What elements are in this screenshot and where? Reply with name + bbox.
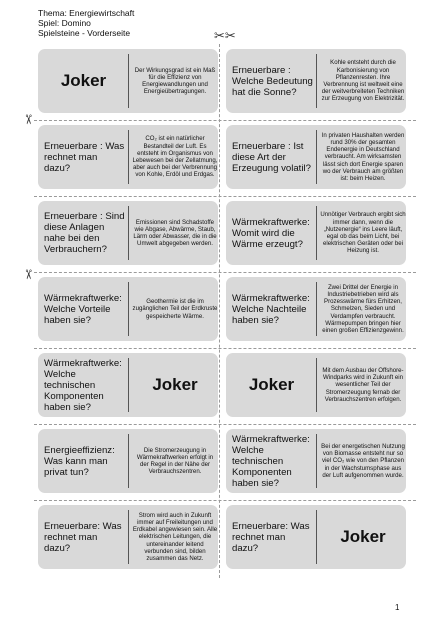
tile-divider [128,282,129,336]
scissors-icon: ✂✂ [214,29,236,44]
answer-text: In privaten Haushalten werden rund 30% der gesamten Endenergie in Deutschland verbraucht. Am wirksamsten lässt sich dort Energie sparen wo der Verbrauch am größten ist: beim Heizen. [321,131,405,182]
tile-half-left [229,508,314,566]
answer-text: Geothermie ist die im zugänglichen Teil der Erdkruste gespeicherte Wärme. [132,298,218,320]
scissors-icon: ✂ [19,269,35,280]
domino-card [224,426,408,496]
tile-half-left [41,432,126,490]
tile-divider [316,282,317,336]
domino-tile [226,277,406,341]
question-text: Energieeffizienz: Was kann man privat tun? [44,444,115,478]
question-text: Erneuerbare: Was rechnet man dazu? [44,520,122,554]
domino-tile [38,353,218,417]
tile-half-right [131,280,219,338]
answer-text: Kohle entsteht durch die Karbonisierung von Pflanzenresten. Ihre Verbrennung ist weltweit eine der weitverbreiteten Techniken zur Erzeugung von Elektrizität. [321,59,405,103]
domino-card [36,502,220,572]
tile-half-right [131,356,219,414]
domino-card [36,426,220,496]
tile-half-right [131,128,219,186]
question-text: Wärmekraftwerke: Welche technischen Komponenten haben sie? [232,433,310,489]
cut-guide-horizontal [34,348,416,349]
answer-text: Zwei Drittel der Energie in Industriebetrieben wird als Prozesswärme fürs Erhitzen, Schmelzen, Sieden und Verdampfen verbraucht. Wärmepumpen bringen hier einen großen Effizienzgewinn. [322,283,404,334]
domino-card [224,502,408,572]
tile-half-left [41,280,126,338]
tile-half-right [319,204,407,262]
tile-half-right [319,280,407,338]
joker-label: Joker [340,527,386,546]
tile-half-right [131,432,219,490]
tile-half-right [131,508,219,566]
tile-half-left [229,204,314,262]
domino-card [224,46,408,116]
tile-half-right [131,204,219,262]
domino-card [36,350,220,420]
domino-tile [226,125,406,189]
domino-card [224,198,408,268]
cut-guide-horizontal [34,272,416,273]
question-text: Erneuerbare : Sind diese Anlagen nahe bei den Verbrauchern? [44,211,125,255]
domino-card [36,122,220,192]
tile-divider [316,130,317,184]
answer-text: Emissionen sind Schadstoffe wie Abgase, Abwärme, Staub, Lärm oder Abwasser, die in die Umwelt abgegeben werden. [133,218,217,248]
domino-tile [38,125,218,189]
answer-text: Strom wird auch in Zukunft immer auf Freileitungen und Erdkabel angewiesen sein. Alle elektrischen Leitungen, die untereinander leitend verbunden sind, bilden zusammen das Netz. [132,511,218,562]
domino-tile [226,201,406,265]
tile-divider [128,206,129,260]
domino-tile [226,353,406,417]
tile-half-left [229,356,314,414]
domino-tile [38,429,218,493]
question-text: Erneuerbare : Ist diese Art der Erzeugung volatil? [232,140,311,174]
cut-guide-horizontal [34,500,416,501]
tile-half-left [229,432,314,490]
domino-tile [38,201,218,265]
tile-divider [316,358,317,412]
answer-text: Bei der energetischen Nutzung von Biomasse entsteht nur so viel CO₂ wie von den Pflanzen in der Wachstumsphase aus der Luft aufgenommen wurde. [321,442,405,479]
tile-divider [128,358,129,412]
domino-tile [226,505,406,569]
sheet-line: Spielsteine - Vorderseite [38,28,131,38]
domino-card [224,122,408,192]
cut-guide-horizontal [34,196,416,197]
joker-label: Joker [248,375,295,394]
domino-tile [38,49,218,113]
domino-tile [226,49,406,113]
tile-half-left [229,128,314,186]
domino-card [36,198,220,268]
question-text: Wärmekraftwerke: Welche Nachteile haben sie? [232,292,310,326]
tile-divider [128,510,129,564]
question-text: Erneuerbare : Was rechnet man dazu? [44,140,125,174]
joker-label: Joker [152,375,198,394]
joker-label: Joker [60,71,107,90]
tile-half-right [131,52,219,110]
question-text: Wärmekraftwerke: Welche technischen Komponenten haben sie? [44,357,122,413]
answer-text: Mit dem Ausbau der Offshore-Windparks wird in Zukunft ein wesentlicher Teil der Stromerzeugung fernab der Verbrauchszentren erfolgen. [322,366,404,403]
cut-guide-horizontal [34,120,416,121]
answer-text: CO₂ ist ein natürlicher Bestandteil der Luft. Es entsteht im Organismus von Lebewesen bei der Zellatmung, aber auch bei der Verbrennung von Kohle, Erdöl und Erdgas. [132,135,218,179]
tile-divider [128,130,129,184]
question-text: Erneuerbare : Welche Bedeutung hat die Sonne? [232,64,313,98]
question-text: Erneuerbare: Was rechnet man dazu? [232,520,310,554]
tile-half-left [229,52,314,110]
tile-divider [316,54,317,108]
answer-text: Die Stromerzeugung in Wärmekraftwerken erfolgt in der Regel in der Nähe der Verbrauchszentren. [136,446,214,476]
game-line: Spiel: Domino [38,18,91,28]
domino-card [36,274,220,344]
tile-half-left [229,280,314,338]
cut-guide-horizontal [34,424,416,425]
tile-half-left [41,204,126,262]
tile-half-left [41,508,126,566]
domino-card [224,350,408,420]
tile-divider [128,434,129,488]
tile-half-right [319,128,407,186]
tile-half-left [41,128,126,186]
answer-text: Unnötiger Verbrauch ergibt sich immer dann, wenn die „Nutzenergie“ ins Leere läuft, egal ob das beim Licht, bei elektrischen Geräten oder bei Heizung ist. [320,211,406,255]
page-number: 1 [395,603,400,612]
tile-half-right [319,432,407,490]
domino-card [36,46,220,116]
domino-tile [38,277,218,341]
domino-card [224,274,408,344]
answer-text: Der Wirkungsgrad ist ein Maß für die Effizienz von Energiewandlungen und Energieübertragungen. [134,66,216,96]
tile-divider [128,54,129,108]
question-text: Wärmekraftwerke: Womit wird die Wärme erzeugt? [232,216,310,250]
theme-line: Thema: Energiewirtschaft [38,8,135,18]
tile-half-left [41,52,126,110]
scissors-icon: ✂ [19,114,35,125]
tile-divider [316,510,317,564]
tile-half-right [319,508,407,566]
domino-tile [38,505,218,569]
tile-divider [316,206,317,260]
tile-half-right [319,356,407,414]
page-header [38,8,134,38]
question-text: Wärmekraftwerke: Welche Vorteile haben sie? [44,292,122,326]
domino-tile [226,429,406,493]
tile-half-right [319,52,407,110]
tile-half-left [41,356,126,414]
tile-divider [316,434,317,488]
